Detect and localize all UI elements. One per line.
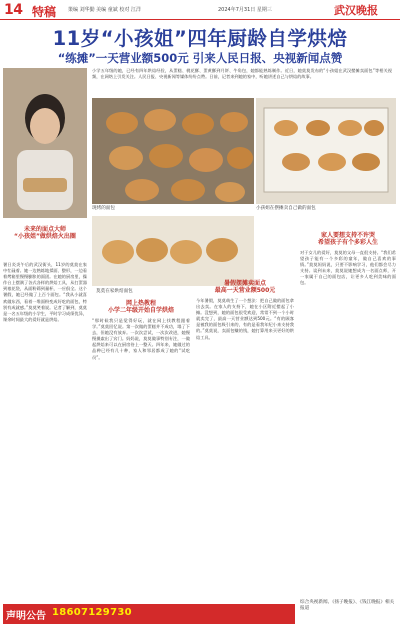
portrait-illustration bbox=[3, 68, 87, 218]
display-case-photo bbox=[256, 98, 396, 204]
announcement-ad-phone: 18607129730 bbox=[52, 607, 132, 618]
announcement-ad-bar bbox=[3, 604, 295, 624]
bread-photo-caption: 现烤的面包 bbox=[92, 206, 115, 211]
source-note: 综合央视新闻、《扬子晚报》、《钱江晚报》相关报道 bbox=[300, 600, 395, 611]
headline: 11岁“小孩姐”四年厨龄自学烘焙 bbox=[52, 27, 348, 50]
subheadline: “练摊”一天营业额500元 引来人民日报、央视新闻点赞 bbox=[57, 51, 343, 65]
section-title-col1: 未来的面点大师 “小孩姐”做烘焙火出圈 bbox=[14, 226, 76, 241]
lead-paragraph: 小学五年级的她，已经有四年烘焙经验，从蛋糕、桃花酥、蛋黄酥到月饼、牛角包，她都能熟练制作。近日，她莫莫发布的“小孩姐在武汉摆摊卖面包”等相关视频，在网络上引发关注。人民日报、央视新闻等媒体纷纷点赞。日前，记者来到她的家中，听她讲述自己与烘焙的故事。 bbox=[92, 68, 392, 80]
article-column-1: 暑日炎炎午后的武汉街头，11岁的莫莫在家中忙碌着。她一边熟练地揉面、整形，一边看着烤箱里慢慢膨胀的面团。在她的厨房里，操作台上摆满了各式各样的烘焙工具，从打蛋器到裱花袋，从面粉筛到量杯，一应俱全。这个暑假，她已经做了上百个面包。“我从小就喜欢做东西，看着一堆面粉变成好吃的面包，特别有成就感。”莫莫笑着说。记者了解到，莫莫是一名五年级的小学生，平时学习成绩优异，课余时间最大的爱好就是烘焙。 bbox=[3, 262, 87, 322]
display-case-illustration bbox=[256, 98, 396, 204]
article-column-2: “那时候我只是觉得好玩，就在网上找教程跟着学。”莫莫回忆说。第一次做的蛋糕并不成功，塌了下去，但她没有放弃。一次次尝试，一次次改进，她慢慢摸索出了窍门。妈妈说，莫莫做事特别专注，一做起烘焙来可以在厨房待上一整天。四年来，她做过的品种已经有几十种，家人和邻居都成了她的“试吃员”。 bbox=[92, 318, 190, 360]
section-title-col3: 暑假摆摊卖面点 最高一天营业额500元 bbox=[214, 280, 276, 295]
article-column-3: 今年暑假，莫莫萌生了一个想法：把自己做的面包拿出去卖。在家人的支持下，她在小区附近摆起了小摊。没想到，她的面包很受欢迎，常常不到一个小时就卖完了，最高一天营业额达到500元。“有的顾客是被我的面包吸引来的，有的是看我年纪小来支持我的。”莫莫说，卖面包赚的钱，她打算用来买更好的烘焙工具。 bbox=[196, 298, 294, 340]
bread-photo bbox=[92, 98, 254, 204]
girl-portrait-photo bbox=[3, 68, 87, 218]
masthead bbox=[0, 0, 400, 20]
rolls-illustration bbox=[92, 216, 254, 286]
rolls-photo-caption: 莫莫在家烘焙面包 bbox=[96, 289, 133, 294]
newspaper-name: 武汉晚报 bbox=[334, 4, 378, 17]
rolls-photo bbox=[92, 216, 254, 286]
display-case-caption: 小孩姐在摆摊卖自己做的面包 bbox=[256, 206, 316, 211]
section-title-col2: 网上热教程 小学二年级开始自学烘焙 bbox=[107, 300, 174, 315]
bread-illustration bbox=[92, 98, 254, 204]
article-column-4: 对于女儿的爱好，莫莫的父母一直很支持。“我们希望孩子能有一个多彩的童年，做自己喜欢的事情。”莫莫妈妈说，只要不影响学习，他们都会尽力支持。谈到未来，莫莫说她想成为一名面点师，开一家属于自己的面包店，让更多人吃到美味的面包。 bbox=[300, 250, 396, 286]
section-name: 特稿 bbox=[32, 5, 57, 19]
issue-date: 2024年7月31日 星期三 bbox=[218, 7, 272, 13]
section-title-col4: 家人要想支持不许哭 希望孩子有个多彩人生 bbox=[317, 232, 378, 247]
page-number: 14 bbox=[4, 2, 23, 18]
announcement-ad-title: 声明公告 bbox=[6, 611, 46, 622]
editors-credit: 策编 刘华勤 美编 童斌 校对 江洋 bbox=[68, 7, 141, 13]
